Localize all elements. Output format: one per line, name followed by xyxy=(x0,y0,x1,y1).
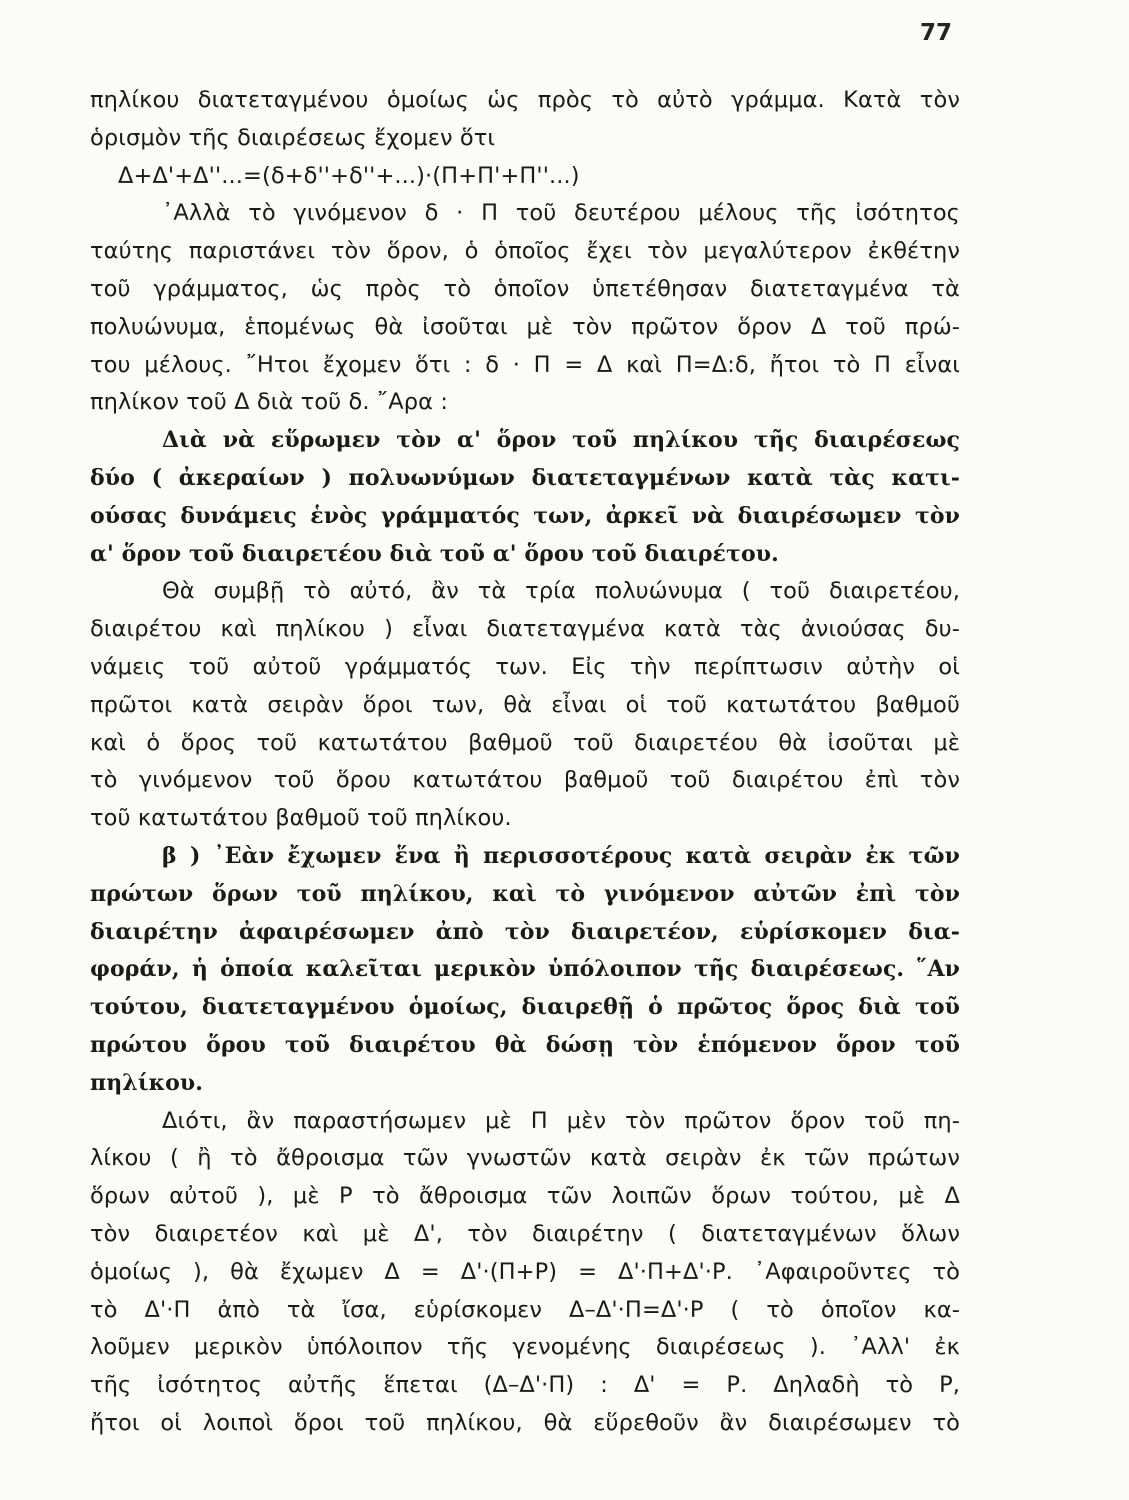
text-line: τὸ Δ'·Π ἀπὸ τὰ ἴσα, εὑρίσκομεν Δ–Δ'·Π=Δ'·Ρ ( τὸ ὁποῖον κα- xyxy=(90,1296,960,1323)
text-line: ὁρισμὸν τῆς διαιρέσεως ἔχομεν ὅτι xyxy=(90,124,496,151)
text-line: διαιρέτην ἀφαιρέσωμεν ἀπὸ τὸν διαιρετέον, εὑρίσκομεν δια- xyxy=(90,918,960,945)
text-line: Διότι, ἂν παραστήσωμεν μὲ Π μὲν τὸν πρῶτον ὅρον τοῦ πη- xyxy=(162,1107,960,1134)
body-text xyxy=(90,82,960,1443)
text-line: πρῶτοι κατὰ σειρὰν ὅροι των, θὰ εἶναι οἱ τοῦ κατωτάτου βαθμοῦ xyxy=(90,691,960,718)
text-line: τὸν διαιρετέον καὶ μὲ Δ', τὸν διαιρέτην ( διατεταγμένων ὅλων xyxy=(90,1220,960,1247)
text-line: α' ὅρον τοῦ διαιρετέου διὰ τοῦ α' ὅρου τοῦ διαιρέτου. xyxy=(90,540,779,567)
text-line: τὸ γινόμενον τοῦ ὅρου κατωτάτου βαθμοῦ τοῦ διαιρέτου ἐπὶ τὸν xyxy=(90,767,960,794)
text-line: ἤτοι οἱ λοιποὶ ὅροι τοῦ πηλίκου, θὰ εὕρεθοῦν ἂν διαιρέσωμεν τὸ xyxy=(90,1409,960,1436)
text-line: τοῦ κατωτάτου βαθμοῦ τοῦ πηλίκου. xyxy=(90,805,512,832)
text-line: ᾿Αλλὰ τὸ γινόμενον δ · Π τοῦ δευτέρου μέλους τῆς ἰσότητος xyxy=(162,200,960,227)
text-line: ὅρων αὐτοῦ ), μὲ Ρ τὸ ἄθροισμα τῶν λοιπῶν ὅρων τούτου, μὲ Δ xyxy=(90,1183,960,1210)
text-line: πολυώνυμα, ἑπομένως θὰ ἰσοῦται μὲ τὸν πρῶτον ὅρον Δ τοῦ πρώ- xyxy=(90,313,960,340)
text-line: λίκου ( ἢ τὸ ἄθροισμα τῶν γνωστῶν κατὰ σειρὰν ἐκ τῶν πρώτων xyxy=(90,1145,960,1172)
text-line: πηλίκου. xyxy=(90,1069,204,1096)
text-line: πρώτων ὅρων τοῦ πηλίκου, καὶ τὸ γινόμενον αὐτῶν ἐπὶ τὸν xyxy=(90,880,960,907)
text-line: λοῦμεν μερικὸν ὑπόλοιπον τῆς γενομένης διαιρέσεως ). ᾿Αλλ' ἐκ xyxy=(90,1334,960,1361)
text-line: τῆς ἰσότητος αὐτῆς ἕπεται (Δ–Δ'·Π) : Δ' = Ρ. Δηλαδὴ τὸ Ρ, xyxy=(90,1372,960,1399)
text-line: β ) ᾿Εὰν ἔχωμεν ἕνα ἢ περισσοτέρους κατὰ σειρὰν ἐκ τῶν xyxy=(162,842,960,869)
text-line: καὶ ὁ ὅρος τοῦ κατωτάτου βαθμοῦ τοῦ διαιρετέου θὰ ἰσοῦται μὲ xyxy=(90,729,960,756)
text-line: πηλίκον τοῦ Δ διὰ τοῦ δ. ῎Αρα : xyxy=(90,389,449,416)
text-line: ταύτης παριστάνει τὸν ὅρον, ὁ ὁποῖος ἔχει τὸν μεγαλύτερον ἐκθέτην xyxy=(90,238,960,265)
text-line: δύο ( ἀκεραίων ) πολυωνύμων διατεταγμένων κατὰ τὰς κατι- xyxy=(90,464,960,491)
text-line: πηλίκου διατεταγμένου ὁμοίως ὡς πρὸς τὸ αὐτὸ γράμμα. Κατὰ τὸν xyxy=(90,87,960,113)
text-line: Θὰ συμβῇ τὸ αὐτό, ἂν τὰ τρία πολυώνυμα ( τοῦ διαιρετέου, xyxy=(162,578,960,605)
text-line: φοράν, ἡ ὁποία καλεῖται μερικὸν ὑπόλοιπον τῆς διαιρέσεως. ῞Αν xyxy=(90,956,960,983)
text-line: ούσας δυνάμεις ἑνὸς γράμματός των, ἀρκεῖ νὰ διαιρέσωμεν τὸν xyxy=(90,502,960,529)
page-number: 77 xyxy=(920,20,953,46)
text-line: πρώτου ὅρου τοῦ διαιρέτου θὰ δώσῃ τὸν ἑπόμενον ὅρον τοῦ xyxy=(90,1031,960,1058)
text-line: Διὰ νὰ εὕρωμεν τὸν α' ὅρον τοῦ πηλίκου τῆς διαιρέσεως xyxy=(162,427,960,454)
text-line: του μέλους. ῎Ητοι ἔχομεν ὅτι : δ · Π = Δ καὶ Π=Δ:δ, ἤτοι τὸ Π εἶναι xyxy=(90,351,960,378)
text-line: τούτου, διατεταγμένου ὁμοίως, διαιρεθῇ ὁ πρῶτος ὅρος διὰ τοῦ xyxy=(90,994,960,1021)
text-line: διαιρέτου καὶ πηλίκου ) εἶναι διατεταγμένα κατὰ τὰς ἀνιούσας δυ- xyxy=(90,616,960,643)
text-line: Δ+Δ'+Δ''...=(δ+δ''+δ''+...)·(Π+Π'+Π''...) xyxy=(118,162,580,189)
text-line: ὁμοίως ), θὰ ἔχωμεν Δ = Δ'·(Π+Ρ) = Δ'·Π+Δ'·Ρ. ᾿Αφαιροῦντες τὸ xyxy=(90,1258,960,1285)
text-line: νάμεις τοῦ αὐτοῦ γράμματός των. Εἰς τὴν περίπτωσιν αὐτὴν οἱ xyxy=(90,653,960,680)
text-line: τοῦ γράμματος, ὡς πρὸς τὸ ὁποῖον ὑπετέθησαν διατεταγμένα τὰ xyxy=(90,275,960,302)
